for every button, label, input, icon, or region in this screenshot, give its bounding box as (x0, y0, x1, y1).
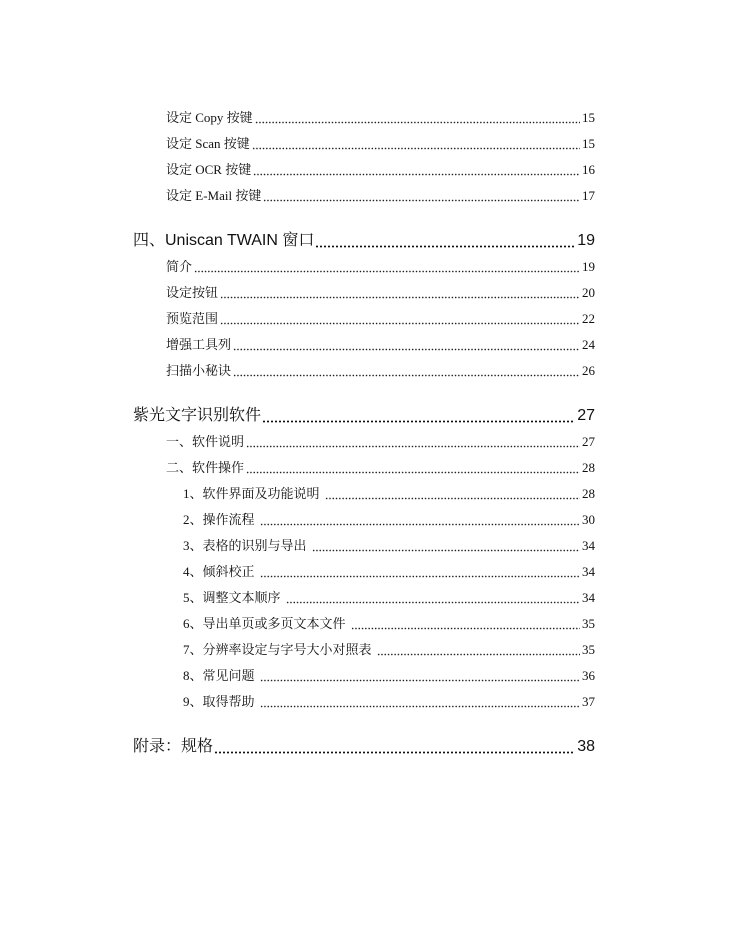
toc-entry (133, 254, 595, 280)
dot-leader (315, 228, 575, 254)
toc-chapter-page: 38 (577, 738, 595, 755)
dot-leader (194, 254, 580, 280)
dot-leader (286, 585, 580, 611)
dot-leader (253, 157, 580, 183)
dot-leader (220, 306, 580, 332)
toc-subentry (133, 611, 595, 637)
toc-chapter-title: 紫光文字识别软件 (133, 407, 262, 424)
toc-entry-title: 二、软件操作 (166, 460, 245, 475)
dot-leader (233, 358, 580, 384)
toc-subentry (133, 507, 595, 533)
toc-entry (133, 358, 595, 384)
toc-subentry-page: 34 (582, 538, 595, 553)
toc-subentry-page: 30 (582, 512, 595, 527)
toc-entry-title: 增强工具列 (166, 337, 232, 352)
dot-leader (260, 689, 580, 715)
toc-subentry-title: 6、导出单页或多页文本文件 (183, 616, 346, 631)
toc-chapter-title: 附录：规格 (133, 738, 214, 755)
toc-entry-page: 17 (582, 188, 595, 203)
dot-leader (252, 131, 580, 157)
dot-leader (260, 507, 580, 533)
dot-leader (351, 611, 580, 637)
toc-entry-title: 预览范围 (166, 311, 219, 326)
toc-entry-page: 20 (582, 285, 595, 300)
toc-subentry-page: 34 (582, 590, 595, 605)
toc-entry-title: 设定按钮 (166, 285, 219, 300)
toc-entry-page: 24 (582, 337, 595, 352)
dot-leader (246, 455, 580, 481)
toc-entry-page: 26 (582, 363, 595, 378)
toc-subentry-title: 3、表格的识别与导出 (183, 538, 307, 553)
dot-leader (214, 734, 575, 760)
toc-entry-page: 28 (582, 460, 595, 475)
toc-entry (133, 280, 595, 306)
table-of-contents (133, 105, 595, 760)
toc-entry (133, 306, 595, 332)
toc-entry (133, 332, 595, 358)
toc-chapter-title: 四、Uniscan TWAIN 窗口 (133, 232, 315, 249)
dot-leader (325, 481, 580, 507)
toc-entry-title: 一、软件说明 (166, 434, 245, 449)
toc-entry-page: 15 (582, 110, 595, 125)
dot-leader (220, 280, 580, 306)
toc-subentry (133, 663, 595, 689)
toc-subentry-title: 9、取得帮助 (183, 694, 255, 709)
toc-subentry (133, 585, 595, 611)
toc-entry-page: 19 (582, 259, 595, 274)
toc-subentry (133, 533, 595, 559)
toc-chapter (133, 228, 595, 254)
toc-subentry-title: 2、操作流程 (183, 512, 255, 527)
toc-entry-page: 27 (582, 434, 595, 449)
toc-chapter (133, 734, 595, 760)
toc-subentry (133, 689, 595, 715)
dot-leader (255, 105, 580, 131)
toc-entry-title: 设定 OCR 按键 (166, 162, 252, 177)
toc-entry-title: 设定 Copy 按键 (166, 110, 253, 125)
toc-entry (133, 183, 595, 209)
dot-leader (262, 403, 575, 429)
toc-subentry-title: 7、分辨率设定与字号大小对照表 (183, 642, 372, 657)
toc-chapter-page: 19 (577, 232, 595, 249)
toc-entry-title: 设定 Scan 按键 (166, 136, 250, 151)
dot-leader (263, 183, 580, 209)
toc-subentry (133, 637, 595, 663)
toc-entry-page: 22 (582, 311, 595, 326)
toc-subentry-title: 1、软件界面及功能说明 (183, 486, 320, 501)
dot-leader (233, 332, 580, 358)
dot-leader (260, 663, 580, 689)
toc-chapter (133, 403, 595, 429)
toc-subentry-title: 4、倾斜校正 (183, 564, 255, 579)
toc-entry-title: 简介 (166, 259, 193, 274)
toc-subentry-page: 36 (582, 668, 595, 683)
toc-subentry-page: 37 (582, 694, 595, 709)
toc-subentry-title: 5、调整文本顺序 (183, 590, 281, 605)
toc-entry (133, 131, 595, 157)
dot-leader (246, 429, 580, 455)
toc-entry (133, 105, 595, 131)
toc-entry (133, 429, 595, 455)
toc-subentry (133, 481, 595, 507)
toc-entry (133, 157, 595, 183)
toc-subentry-page: 28 (582, 486, 595, 501)
toc-subentry (133, 559, 595, 585)
toc-subentry-page: 35 (582, 616, 595, 631)
toc-entry (133, 455, 595, 481)
dot-leader (260, 559, 580, 585)
toc-subentry-page: 34 (582, 564, 595, 579)
toc-entry-page: 16 (582, 162, 595, 177)
toc-entry-title: 扫描小秘诀 (166, 363, 232, 378)
toc-subentry-title: 8、常见问题 (183, 668, 255, 683)
toc-entry-page: 15 (582, 136, 595, 151)
toc-subentry-page: 35 (582, 642, 595, 657)
dot-leader (377, 637, 580, 663)
toc-chapter-page: 27 (577, 407, 595, 424)
dot-leader (312, 533, 580, 559)
toc-entry-title: 设定 E-Mail 按键 (166, 188, 262, 203)
